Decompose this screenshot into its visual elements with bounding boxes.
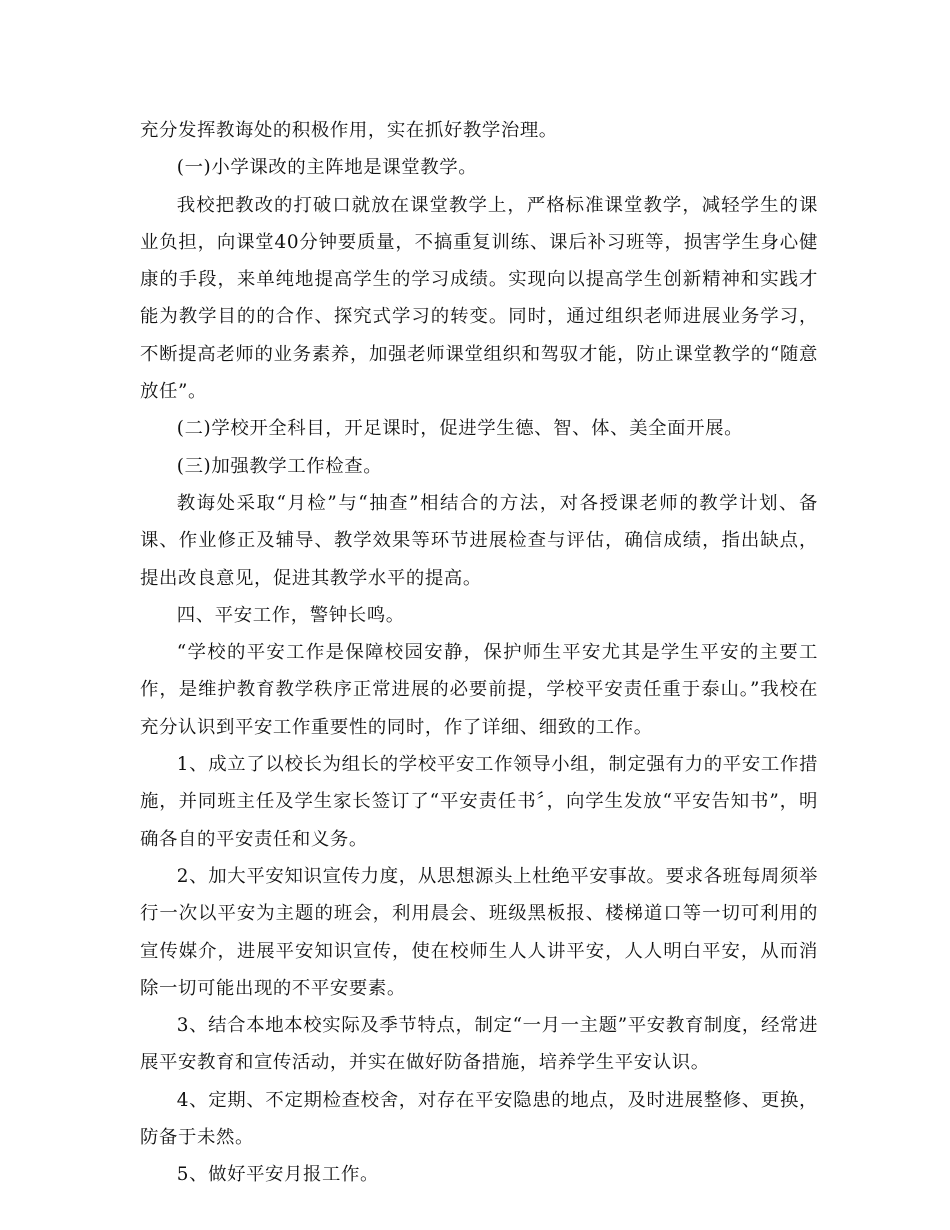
paragraph: 充分发挥教诲处的积极作用，实在抓好教学治理。 xyxy=(140,120,558,141)
list-item: 5、做好平安月报工作。 xyxy=(176,1164,380,1186)
list-item: 4、定期、不定期检查校舍，对存在平安隐患的地点，及时进展整修、更换，防备于未然。 xyxy=(140,1089,818,1149)
paragraph: “学校的平安工作是保障校园安静，保护师生平安尤其是学生平安的主要工作，是维护教育教学秩序正常进展的必要前提，学校平安责任重于泰山。”我校在充分认识到平安工作重要性的同时，作了详细、细致的工作。 xyxy=(140,642,818,738)
document-body xyxy=(140,112,818,1194)
paragraph: 教诲处采取“月检”与“抽查”相结合的方法，对各授课老师的教学计划、备课、作业修正及辅导、教学效果等环节进展检查与评估，确信成绩，指出缺点，提出改良意见，促进其教学水平的提高。 xyxy=(140,492,818,589)
section-heading: 四、平安工作，警钟长鸣。 xyxy=(176,604,405,626)
list-item: 3、结合本地本校实际及季节特点，制定“一月一主题”平安教育制度，经常进展平安教育和宣传活动，并实在做好防备措施，培养学生平安认识。 xyxy=(140,1015,818,1074)
section-heading: (三)加强教学工作检查。 xyxy=(176,455,383,477)
section-heading: (二)学校开全科目，开足课时，促进学生德、智、体、美全面开展。 xyxy=(176,418,744,440)
list-item: 2、加大平安知识宣传力度，从思想源头上杜绝平安事故。要求各班每周须举行一次以平安为主题的班会，利用晨会、班级黑板报、楼梯道口等一切可利用的宣传媒介，进展平安知识宣传，使在校师生人人讲平安，人人明白平安，从而消除一切可能出现的不平安要素。 xyxy=(140,865,818,999)
paragraph: 我校把教改的打破口就放在课堂教学上，严格标准课堂教学，减轻学生的课业负担，向课堂40分钟要质量，不搞重复训练、课后补习班等，损害学生身心健康的手段，来单纯地提高学生的学习成绩。实现向以提高学生创新精神和实践才能为教学目的的合作、探究式学习的转变。同时，通过组织老师进展业务学习，不断提高老师的业务素养，加强老师课堂组织和驾驭才能，防止课堂教学的“随意放任”。 xyxy=(140,194,818,403)
section-heading: (一)小学课改的主阵地是课堂教学。 xyxy=(176,157,478,179)
list-item: 1、成立了以校长为组长的学校平安工作领导小组，制定强有力的平安工作措施，并同班主任及学生家长签订了“平安责任书〞，向学生发放“平安告知书”，明确各自的平安责任和义务。 xyxy=(140,754,818,850)
